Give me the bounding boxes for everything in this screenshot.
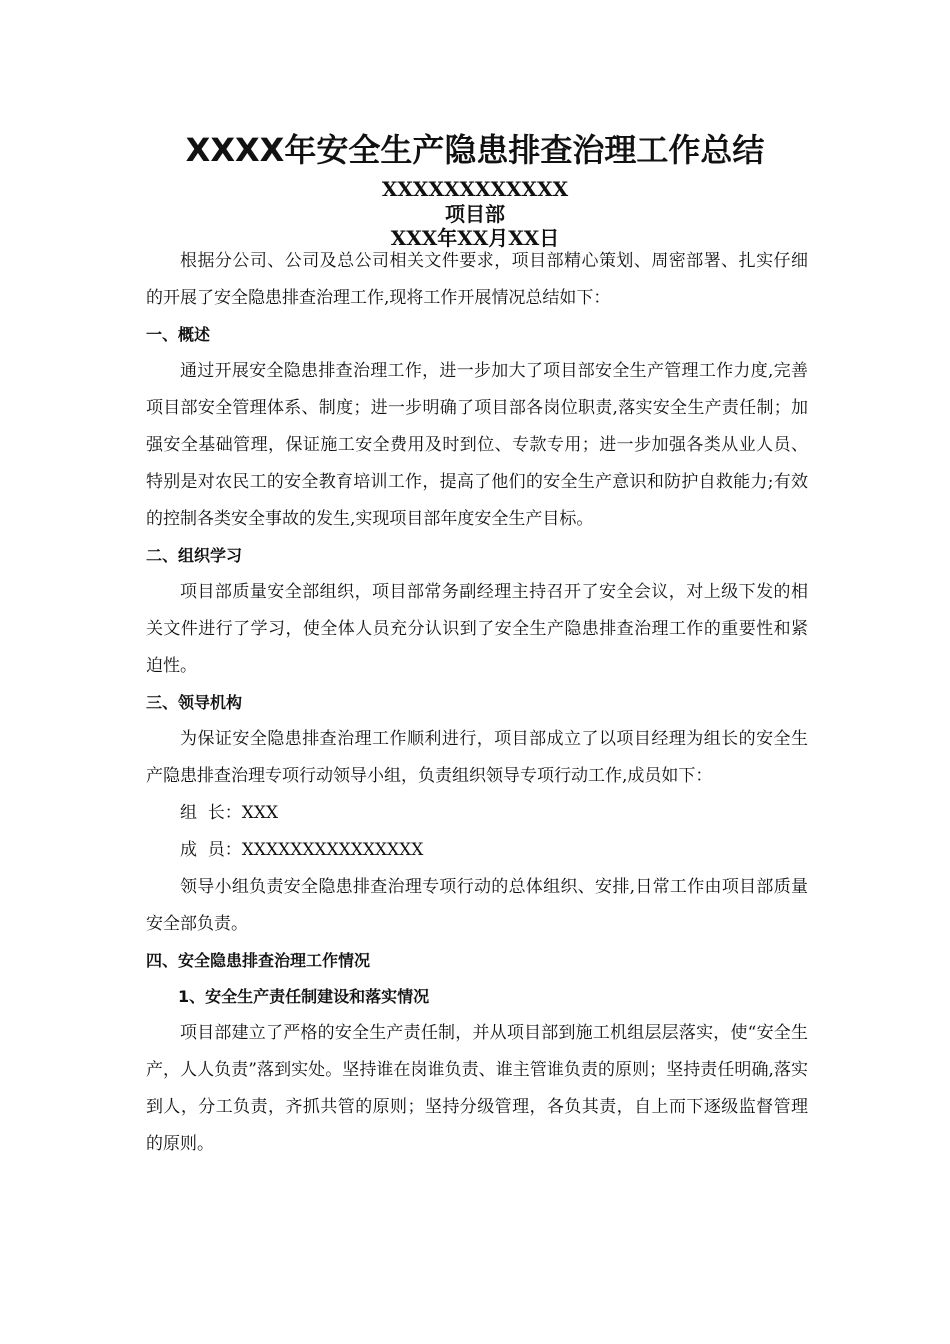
overview-paragraph: 通过开展安全隐患排查治理工作，进一步加大了项目部安全生产管理工作力度,完善项目部安全管理体系、制度；进一步明确了项目部各岗位职责,落实安全生产责任制；加强安全基础管理，保证施工安全费用及时到位、专款专用；进一步加强各类从业人员、特别是对农民工的安全教育培训工作，提高了他们的安全生产意识和防护自救能力;有效的控制各类安全事故的发生,实现项目部年度安全生产目标。 xyxy=(146,361,808,529)
date-line: XXX年XX月XX日 xyxy=(390,226,560,250)
leadership-paragraph: 为保证安全隐患排查治理工作顺利进行，项目部成立了以项目经理为组长的安全生产隐患排查治理专项行动领导小组，负责组织领导专项行动工作,成员如下： xyxy=(146,729,808,786)
intro-paragraph: 根据分公司、公司及总公司相关文件要求，项目部精心策划、周密部署、扎实仔细的开展了安全隐患排查治理工作,现将工作开展情况总结如下： xyxy=(146,251,808,308)
leader-line: 组 长：XXX xyxy=(180,803,279,823)
organization-line: XXXXXXXXXXXX xyxy=(381,177,569,201)
document-body xyxy=(146,243,808,1163)
study-paragraph: 项目部质量安全部组织，项目部常务副经理主持召开了安全会议，对上级下发的相关文件进行了学习，使全体人员充分认识到了安全生产隐患排查治理工作的重要性和紧迫性。 xyxy=(146,582,808,676)
subsection-heading-responsibility: 1、安全生产责任制建设和落实情况 xyxy=(178,987,430,1006)
document-title: XXXX年安全生产隐患排查治理工作总结 xyxy=(185,131,765,169)
responsibility-paragraph: 项目部建立了严格的安全生产责任制，并从项目部到施工机组层层落实，使“安全生产，人人负责”落到实处。坚持谁在岗谁负责、谁主管谁负责的原则；坚持责任明确,落实到人，分工负责，齐抓共管的原则；坚持分级管理，各负其责，自上而下逐级监督管理的原则。 xyxy=(146,1023,808,1154)
section-heading-overview: 一、概述 xyxy=(146,325,211,344)
members-line: 成 员：XXXXXXXXXXXXXXX xyxy=(180,840,424,860)
section-heading-leadership: 三、领导机构 xyxy=(146,693,243,712)
leadership-closing-paragraph: 领导小组负责安全隐患排查治理专项行动的总体组织、安排,日常工作由项目部质量安全部负责。 xyxy=(146,877,808,934)
section-heading-inspection: 四、安全隐患排查治理工作情况 xyxy=(146,951,371,970)
department-line: 项目部 xyxy=(445,202,505,226)
section-heading-study: 二、组织学习 xyxy=(146,546,243,565)
